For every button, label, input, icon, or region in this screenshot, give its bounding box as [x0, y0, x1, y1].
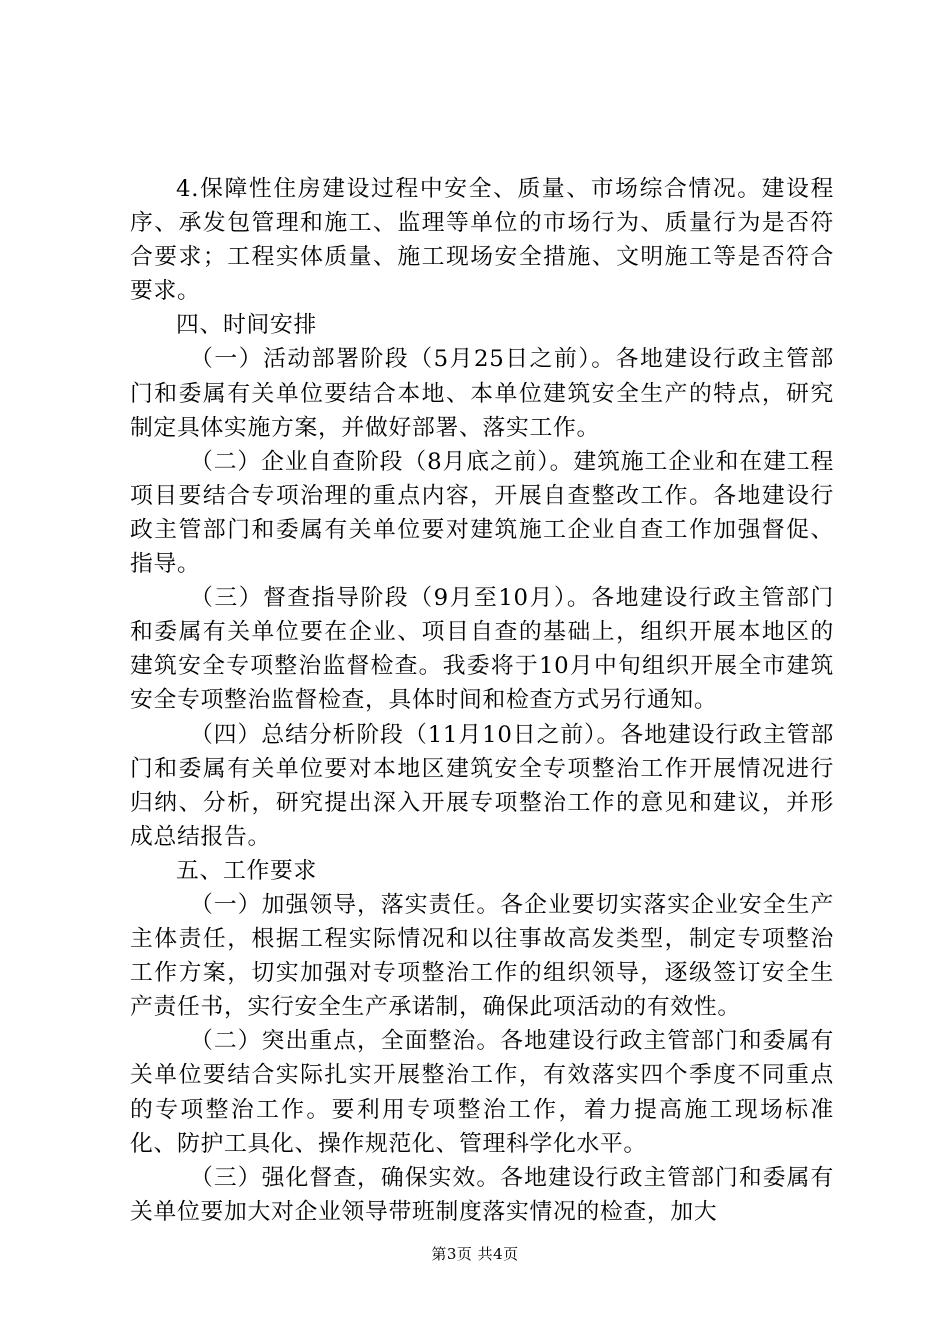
section-heading-schedule: 四、时间安排 — [176, 312, 317, 339]
paragraph-stage-supervision: （三）督查指导阶段（9月至10月）。各地建设行政主管部门和委属有关单位要在企业、项目自查的基础上，组织开展本地区的建筑安全专项整治监督检查。我委将于10月中旬组织开展全市建筑安全专项整治监督检查，具体时间和检查方式另行通知。 — [130, 585, 834, 714]
paragraph-requirement-leadership: （一）加强领导，落实责任。各企业要切实落实企业安全生产主体责任，根据工程实际情况和以往事故高发类型，制定专项整治工作方案，切实加强对专项整治工作的组织领导，逐级签订安全生产责任书，实行安全生产承诺制，确保此项活动的有效性。 — [130, 891, 834, 1021]
page-footer: 第3页 共4页 — [431, 1245, 519, 1263]
paragraph-requirement-supervision: （三）强化督查，确保实效。各地建设行政主管部门和委属有关单位要加大对企业领导带班制度落实情况的检查，加大 — [130, 1164, 834, 1225]
paragraph-item-4-housing-safety: 4.保障性住房建设过程中安全、质量、市场综合情况。建设程序、承发包管理和施工、监理等单位的市场行为、质量行为是否符合要求；工程实体质量、施工现场安全措施、文明施工等是否符合要求。 — [130, 176, 834, 305]
paragraph-stage-deployment: （一）活动部署阶段（5月25日之前）。各地建设行政主管部门和委属有关单位要结合本地、本单位建筑安全生产的特点，研究制定具体实施方案，并做好部署、落实工作。 — [130, 346, 834, 441]
paragraph-requirement-focus: （二）突出重点，全面整治。各地建设行政主管部门和委属有关单位要结合实际扎实开展整治工作，有效落实四个季度不同重点的专项整治工作。要利用专项整治工作，着力提高施工现场标准化、防护工具化、操作规范化、管理科学化水平。 — [130, 1028, 834, 1157]
paragraph-stage-self-check: （二）企业自查阶段（8月底之前）。建筑施工企业和在建工程项目要结合专项治理的重点内容，开展自查整改工作。各地建设行政主管部门和委属有关单位要对建筑施工企业自查工作加强督促、指导。 — [130, 448, 834, 578]
paragraph-stage-summary: （四）总结分析阶段（11月10日之前）。各地建设行政主管部门和委属有关单位要对本地区建筑安全专项整治工作开展情况进行归纳、分析，研究提出深入开展专项整治工作的意见和建议，并形成总结报告。 — [130, 721, 834, 850]
section-heading-requirements: 五、工作要求 — [176, 857, 317, 884]
document-body — [130, 172, 834, 1229]
